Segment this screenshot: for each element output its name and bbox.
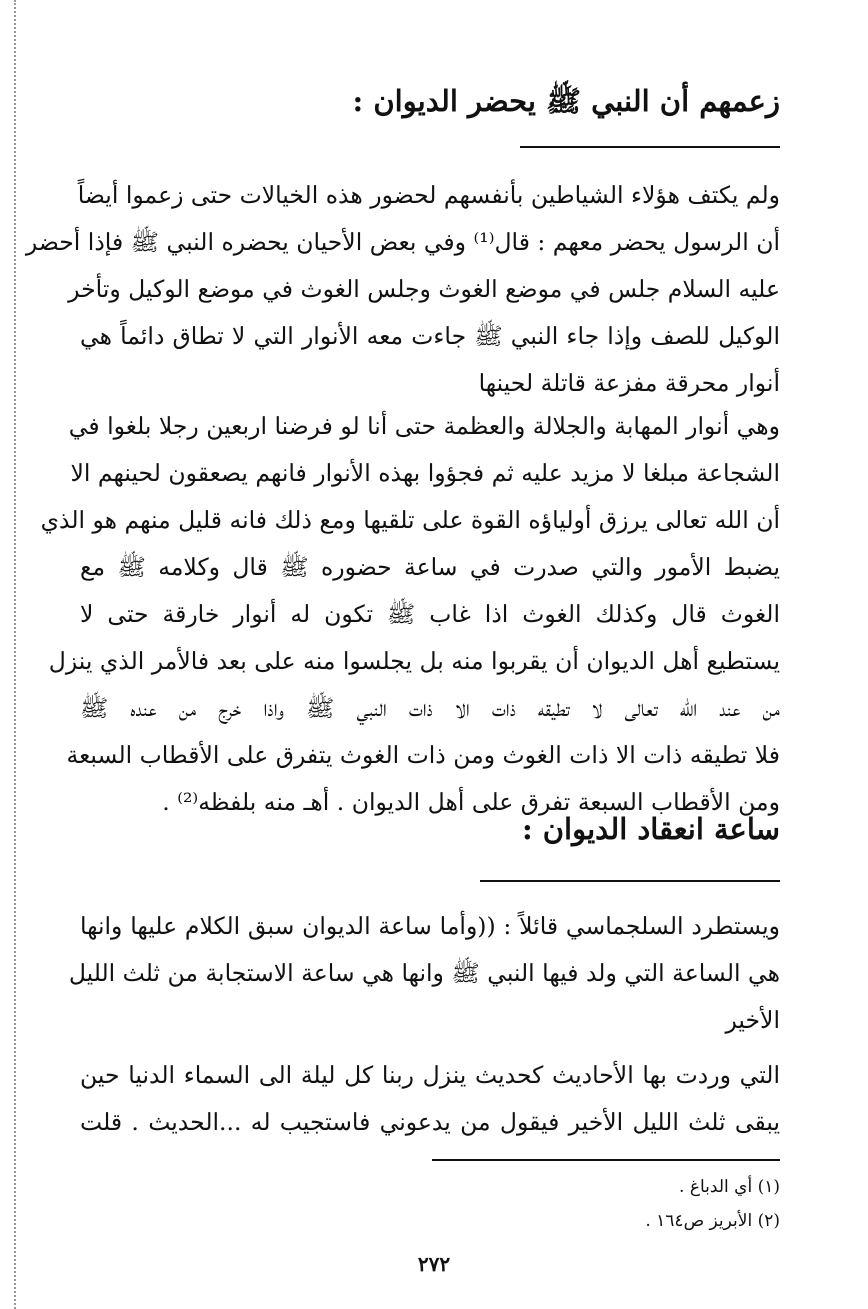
text-line: التي وردت بها الأحاديث كحديث ينزل ربنا كل ليلة الى السماء الدنيا حين [80,1061,780,1089]
text-line: من عند الله تعالى لا تطيقه ذات الا ذات النبي ﷺ واذا خرج من عنده ﷺ [80,694,780,722]
paragraph-3 [68,903,780,1044]
text-line: ويستطرد السلجماسي قائلاً : ((وأما ساعة الديوان سبق الكلام عليها وانها [80,912,780,940]
heading-underline [520,146,780,148]
text-line: يضبط الأمور والتي صدرت في ساعة حضوره ﷺ قال وكلامه ﷺ مع [80,553,780,581]
page-number: ٢٧٢ [417,1252,451,1276]
page-edge-dotted-line [14,0,16,1309]
text-line: الشجاعة مبلغا لا مزيد عليه ثم فجؤوا بهذه الأنوار فانهم يصعقون لحينهم الا [70,459,780,487]
heading-diwan-attendance: زعمهم أن النبي ﷺ يحضر الديوان : [352,84,780,118]
paragraph-1 [25,172,780,407]
paragraph-2 [40,403,780,826]
heading-diwan-session-time: ساعة انعقاد الديوان : [521,812,780,846]
text-line: يستطيع أهل الديوان أن يقربوا منه بل يجلسوا منه على بعد فالأمر الذي ينزل [48,647,780,675]
text-line: أنوار محرقة مفزعة قاتلة لحينها [478,369,780,397]
text-line: الوكيل للصف وإذا جاء النبي ﷺ جاءت معه الأنوار التي لا تطاق دائماً هي [80,322,780,350]
text-line: ومن الأقطاب السبعة تفرق على أهل الديوان . أهـ منه بلفظه⁽²⁾ . [162,788,780,816]
footnotes [645,1170,780,1238]
text-line: فلا تطيقه ذات الا ذات الغوث ومن ذات الغوث يتفرق على الأقطاب السبعة [66,741,780,769]
text-line: ولم يكتف هؤلاء الشياطين بأنفسهم لحضور هذه الخيالات حتى زعموا أيضاً [77,181,780,209]
text-line: أن الله تعالى يرزق أولياؤه القوة على تلقيها ومع ذلك فانه قليل منهم هو الذي [40,506,780,534]
text-line: الأخير [725,1006,780,1034]
heading-underline [480,880,780,882]
footnote: (١) أي الدباغ . [679,1177,780,1197]
text-line: يبقى ثلث الليل الأخير فيقول من يدعوني فاستجيب له ...الحديث . قلت [80,1108,780,1136]
text-line: عليه السلام جلس في موضع الغوث وجلس الغوث في موضع الوكيل وتأخر [68,275,780,303]
text-line: هي الساعة التي ولد فيها النبي ﷺ وانها هي ساعة الاستجابة من ثلث الليل [68,959,780,987]
footnote-separator [432,1159,780,1161]
footnote: (٢) الأبريز ص١٦٤ . [645,1211,780,1231]
text-line: وهي أنوار المهابة والجلالة والعظمة حتى أنا لو فرضنا اربعين رجلا بلغوا في [68,412,780,440]
paragraph-4 [80,1052,780,1146]
text-line: أن الرسول يحضر معهم : قال⁽¹⁾ وفي بعض الأحيان يحضره النبي ﷺ فإذا أحضر [25,228,780,256]
text-line: الغوث قال وكذلك الغوث اذا غاب ﷺ تكون له أنوار خارقة حتى لا [80,600,780,628]
